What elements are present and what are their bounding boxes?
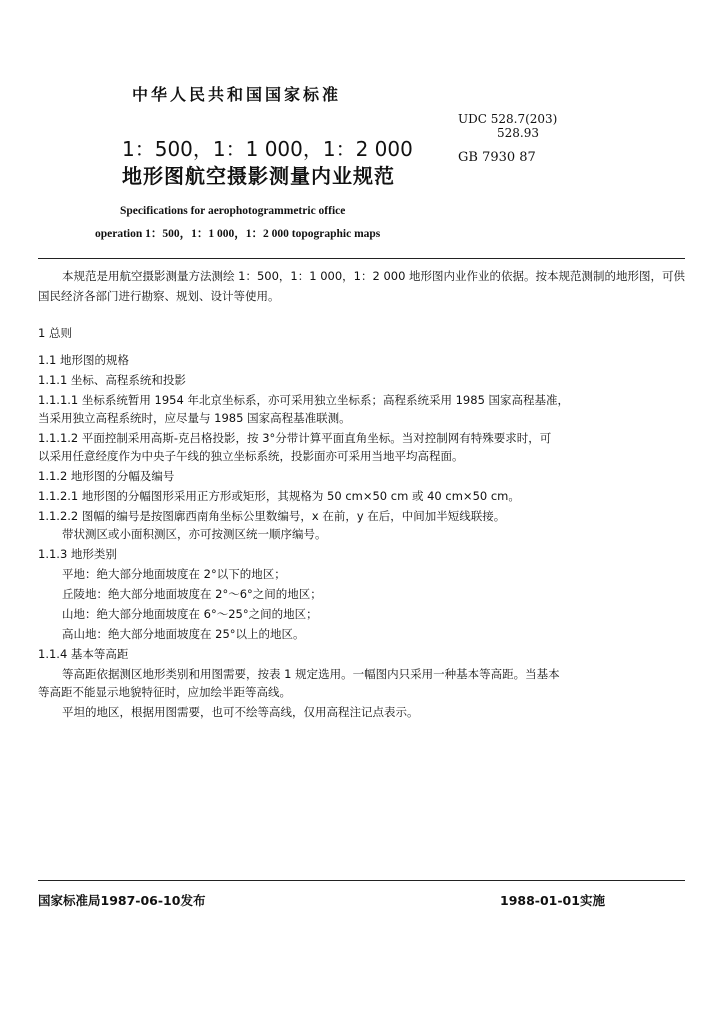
body-line: 1 总则 — [38, 326, 72, 340]
gb-number: GB 7930 87 — [458, 150, 536, 165]
issue-date: 国家标准局1987-06-10发布 — [38, 893, 206, 908]
body-line: 1.1.4 基本等高距 — [38, 647, 129, 661]
body-line: 以采用任意经度作为中央子午线的独立坐标系统，投影面亦可采用当地平均高程面。 — [38, 449, 464, 463]
effective-date: 1988-01-01实施 — [500, 893, 605, 908]
body-line: 1.1.1.1 坐标系统暂用 1954 年北京坐标系，亦可采用独立坐标系；高程系统采用 1985 国家高程基准， — [38, 393, 570, 407]
body-line: 丘陵地：绝大部分地面坡度在 2°～6°之间的地区； — [62, 587, 322, 601]
udc-code-secondary: 528.93 — [497, 126, 539, 140]
body-line: 当采用独立高程系统时，应尽量与 1985 国家高程基准联测。 — [38, 411, 351, 425]
title-main: 地形图航空摄影测量内业规范 — [122, 164, 395, 188]
udc-code: UDC 528.7(203) — [458, 112, 558, 126]
body-line: 高山地：绝大部分地面坡度在 25°以上的地区。 — [62, 627, 305, 641]
body-line: 等高距不能显示地貌特征时，应加绘半距等高线。 — [38, 685, 291, 699]
body-line: 1.1.2.2 图幅的编号是按图廓西南角坐标公里数编号，x 在前，y 在后，中间加半短线联接。 — [38, 509, 506, 523]
body-line: 1.1.1.2 平面控制采用高斯-克吕格投影，按 3°分带计算平面直角坐标。当对控制网有特殊要求时，可 — [38, 431, 552, 445]
body-line: 1.1.1 坐标、高程系统和投影 — [38, 373, 186, 387]
title-english-line1: Specifications for aerophotogrammetric office — [120, 205, 346, 217]
body-line: 1.1.2.1 地形图的分幅图形采用正方形或矩形，其规格为 50 cm×50 cm 或 40 cm×50 cm。 — [38, 489, 520, 503]
body-line: 1.1.3 地形类别 — [38, 547, 117, 561]
standard-org-title: 中华人民共和国国家标准 — [132, 85, 342, 104]
body-line: 平地：绝大部分地面坡度在 2°以下的地区； — [62, 567, 286, 581]
body-line: 平坦的地区，根据用图需要，也可不绘等高线，仅用高程注记点表示。 — [62, 705, 419, 719]
body-line: 1.1 地形图的规格 — [38, 353, 129, 367]
title-scale: 1：500，1：1 000，1：2 000 — [122, 137, 413, 161]
title-english-line2: operation 1：500，1：1 000，1：2 000 topographic maps — [95, 228, 381, 240]
intro-paragraph: 本规范是用航空摄影测量方法测绘 1：500，1：1 000，1：2 000 地形图内业作业的依据。按本规范测制的地形图，可供国民经济各部门进行勘察、规划、设计等使用。 — [38, 269, 686, 303]
body-line: 1.1.2 地形图的分幅及编号 — [38, 469, 175, 483]
body-line: 等高距依据测区地形类别和用图需要，按表 1 规定选用。一幅图内只采用一种基本等高距。当基本 — [62, 667, 560, 681]
body-line: 带状测区或小面积测区，亦可按测区统一顺序编号。 — [62, 527, 327, 541]
bottom-divider — [38, 880, 685, 881]
top-divider — [38, 258, 685, 259]
body-line: 山地：绝大部分地面坡度在 6°～25°之间的地区； — [62, 607, 318, 621]
